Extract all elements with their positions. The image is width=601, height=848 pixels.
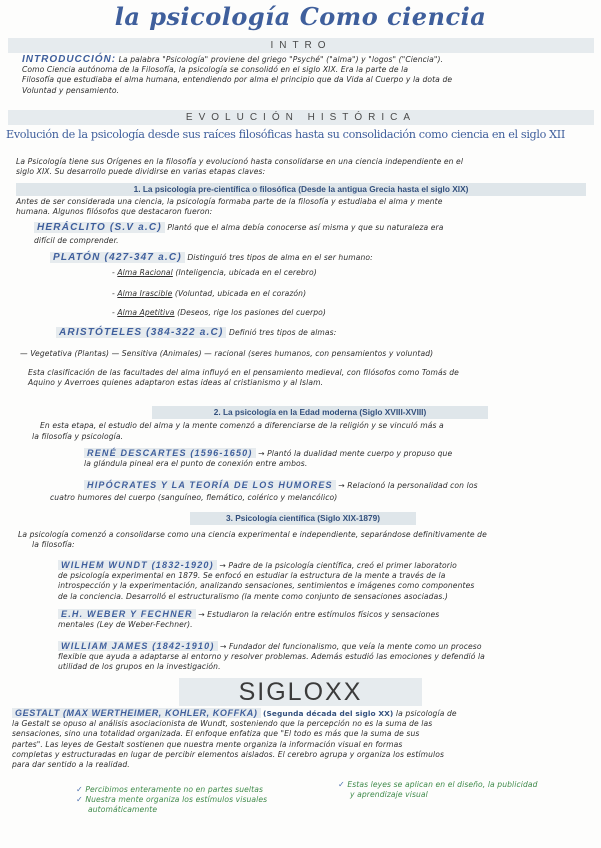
hipocrates-text-2: cuatro humores del cuerpo (sanguíneo, flemático, colérico y melancólico) bbox=[50, 493, 338, 502]
alma-irascible-desc: (Voluntad, ubicada en el corazón) bbox=[174, 289, 307, 298]
bullet-text: Percibimos enteramente no en partes sueltas bbox=[85, 785, 264, 794]
clasificacion-line: Esta clasificación de las facultades del alma influyó en el pensamiento medieval, con filósofos como Tomás de bbox=[28, 368, 459, 377]
clasificacion-line: Aquino y Averroes quienes adaptaron estas ideas al cristianismo y al Islam. bbox=[28, 378, 324, 388]
bullet-text: Nuestra mente organiza los estímulos visuales bbox=[85, 795, 268, 805]
weber-text-2: mentales (Ley de Weber-Fechner). bbox=[58, 620, 193, 630]
gestalt-text-line: la Gestalt se opuso al análisis asociacionista de Wundt, sosteniendo que la percepción no es la suma de las bbox=[12, 719, 433, 729]
heraclito-text-2: difícil de comprender. bbox=[34, 236, 119, 245]
gestalt-name: GESTALT (MAX WERTHEIMER, KOHLER, KOFFKA) bbox=[12, 708, 261, 718]
tipos-almas: — Vegetativa (Plantas) — Sensitiva (Animales) — racional (seres humanos, con pensamientos y voluntad) bbox=[20, 349, 434, 358]
heraclito-text: Plantó que el alma debía conocerse así misma y que su naturaleza era bbox=[167, 223, 444, 232]
descartes-text-2: la glándula pineal era el punto de conexión entre ambos. bbox=[84, 459, 308, 469]
alma-racional: Alma Racional bbox=[117, 268, 173, 277]
alma-irascible: Alma Irascible bbox=[117, 289, 173, 298]
heraclito-entry bbox=[34, 223, 589, 233]
platon-entry bbox=[50, 253, 590, 263]
section-band-intro: INTRO bbox=[8, 38, 594, 53]
siglo-xx-label: SIGLOXX bbox=[179, 678, 423, 706]
platon-name: PLATÓN (427-347 a.C) bbox=[50, 252, 185, 263]
heraclito-name: HERÁCLITO (S.V a.C) bbox=[34, 222, 165, 233]
stage1-line: Antes de ser considerada una ciencia, la psicología formaba parte de la filosofía y estudiaba el alma y mente bbox=[16, 197, 443, 206]
intro-block bbox=[22, 55, 582, 96]
alma-apetitiva-desc: (Deseos, rige los pasiones del cuerpo) bbox=[177, 308, 326, 317]
hipocrates-name: HIPÓCRATES Y LA TEORÍA DE LOS HUMORES bbox=[84, 480, 336, 490]
alma-item: - Alma Irascible (Voluntad, ubicada en el corazón) bbox=[112, 289, 307, 298]
stage1-line: humana. Algunos filósofos que destacaron fueron: bbox=[16, 207, 213, 217]
hipocrates-text: → Relacionó la personalidad con los bbox=[338, 481, 478, 490]
weber-entry bbox=[58, 609, 593, 630]
weber-name: E.H. WEBER Y FECHNER bbox=[58, 609, 196, 619]
stage2-intro bbox=[40, 421, 590, 431]
descartes-entry bbox=[84, 448, 589, 469]
siglo-xx-heading bbox=[0, 678, 601, 707]
gestalt-text: la psicología de bbox=[395, 709, 457, 718]
gestalt-sub: (Segunda década del siglo XX) bbox=[263, 709, 394, 718]
page-title: la psicología Como ciencia bbox=[114, 2, 487, 31]
james-text: → Fundador del funcionalismo, que veía la mente como un proceso bbox=[220, 642, 482, 651]
aristoteles-name: ARISTÓTELES (384-322 a.C) bbox=[56, 327, 226, 338]
gestalt-bullets-left bbox=[76, 785, 316, 816]
check-icon: ✓ bbox=[76, 785, 83, 794]
wundt-text: → Padre de la psicología científica, creó el primer laboratorio bbox=[219, 561, 457, 570]
gestalt-entry bbox=[12, 708, 596, 770]
wundt-text-line: de la conciencia. Desarrolló el estructuralismo (la mente como conjunto de sensaciones asociadas.) bbox=[58, 591, 448, 601]
intro-line: Voluntad y pensamiento. bbox=[22, 85, 120, 95]
gestalt-text-line: sensaciones, sino una totalidad organizada. El enfoque enfatiza que "El todo es más que la suma de sus bbox=[12, 729, 420, 739]
bullet-text: y aprendizaje visual bbox=[350, 790, 428, 800]
weber-text: → Estudiaron la relación entre estímulos físicos y sensaciones bbox=[198, 610, 440, 619]
stage2-title: 2. La psicología en la Edad moderna (Siglo XVIII-XVIII) bbox=[152, 406, 488, 419]
stage1-title: 1. La psicología pre-científica o filosófica (Desde la antigua Grecia hasta el siglo XIX) bbox=[16, 183, 586, 196]
intro-heading: INTRODUCCIÓN: bbox=[22, 54, 117, 65]
hipocrates-entry bbox=[84, 480, 589, 491]
intro-line: Como Ciencia autónoma de la Filosofía, la psicología se consolidó en el siglo XIX. Era la parte de la bbox=[22, 65, 409, 75]
james-text-line: utilidad de los grupos en la investigación. bbox=[58, 662, 221, 672]
descartes-name: RENÉ DESCARTES (1596-1650) bbox=[84, 448, 256, 458]
evolution-intro bbox=[16, 157, 586, 177]
check-icon: ✓ bbox=[338, 780, 345, 789]
evolution-line: siglo XIX. Su desarrollo puede dividirse en varias etapas claves: bbox=[16, 167, 266, 177]
platon-text: Distinguió tres tipos de alma en el ser humano: bbox=[187, 253, 373, 262]
stage3-title: 3. Psicología científica (Siglo XIX-1879) bbox=[190, 512, 416, 525]
wundt-text-line: introspección y la experimentación, analizando sensaciones, sentimientos e imágenes como componentes bbox=[58, 581, 475, 591]
alma-item: - Alma Apetitiva (Deseos, rige los pasiones del cuerpo) bbox=[112, 308, 326, 317]
descartes-text: → Plantó la dualidad mente cuerpo y propuso que bbox=[258, 449, 453, 458]
bullet-text: Estas leyes se aplican en el diseño, la publicidad bbox=[347, 780, 538, 789]
bullet-text: automáticamente bbox=[88, 805, 158, 815]
alma-apetitiva: Alma Apetitiva bbox=[117, 308, 175, 317]
stage3-intro bbox=[18, 530, 588, 550]
alma-item: - Alma Racional (Inteligencia, ubicada en el cerebro) bbox=[112, 268, 317, 277]
stage3-line: la filosofía: bbox=[32, 540, 75, 550]
intro-line: Filosofía que estudiaba el alma humana, entendiendo por alma el principio que da Vida al Cuerpo y la dota de bbox=[22, 75, 453, 85]
wundt-text-line: de psicología experimental en 1879. Se enfocó en estudiar la estructura de la mente a través de la bbox=[58, 571, 446, 581]
stage2-line: la filosofía y psicología. bbox=[32, 432, 124, 441]
james-entry bbox=[58, 641, 593, 673]
james-name: WILLIAM JAMES (1842-1910) bbox=[58, 641, 218, 651]
clasificacion-block bbox=[28, 368, 588, 388]
gestalt-text-line: partes". Las leyes de Gestalt sostienen que nuestra mente organiza la información visual en formas bbox=[12, 739, 403, 749]
alma-racional-desc: (Inteligencia, ubicada en el cerebro) bbox=[175, 268, 317, 277]
stage3-line: La psicología comenzó a consolidarse como una ciencia experimental e independiente, separándose definitivamente de bbox=[18, 530, 487, 539]
section-band-historia: EVOLUCIÓN HISTÓRICA bbox=[8, 110, 594, 125]
wundt-name: WILHEM WUNDT (1832-1920) bbox=[58, 560, 217, 570]
check-icon: ✓ bbox=[76, 795, 83, 805]
stage2-line: En esta etapa, el estudio del alma y la mente comenzó a diferenciarse de la religión y se vinculó más a bbox=[40, 421, 444, 430]
gestalt-text-line: completas y estructuradas en lugar de percibir elementos aislados. El cerebro agrupa y organiza los estímulos bbox=[12, 749, 445, 759]
stage1-intro bbox=[16, 197, 586, 217]
aristoteles-text: Definió tres tipos de almas: bbox=[229, 328, 337, 337]
gestalt-text-line: para dar sentido a la realidad. bbox=[12, 760, 130, 770]
aristoteles-entry bbox=[56, 328, 586, 338]
james-text-line: flexible que ayuda a adaptarse al entorno y resolver problemas. Además estudió las emociones y defendió la bbox=[58, 652, 485, 662]
intro-line: La palabra "Psicología" proviene del griego "Psyché" ("alma") y "logos" ("Ciencia"). bbox=[118, 55, 444, 64]
evolution-heading: Evolución de la psicología desde sus raíces filosóficas hasta su consolidación como ciencia en el siglo XII bbox=[6, 128, 565, 141]
evolution-line: La Psicología tiene sus Orígenes en la filosofía y evolucionó hasta consolidarse en una ciencia independiente en el bbox=[16, 157, 464, 166]
wundt-entry bbox=[58, 560, 593, 602]
gestalt-bullets-right bbox=[338, 780, 588, 800]
